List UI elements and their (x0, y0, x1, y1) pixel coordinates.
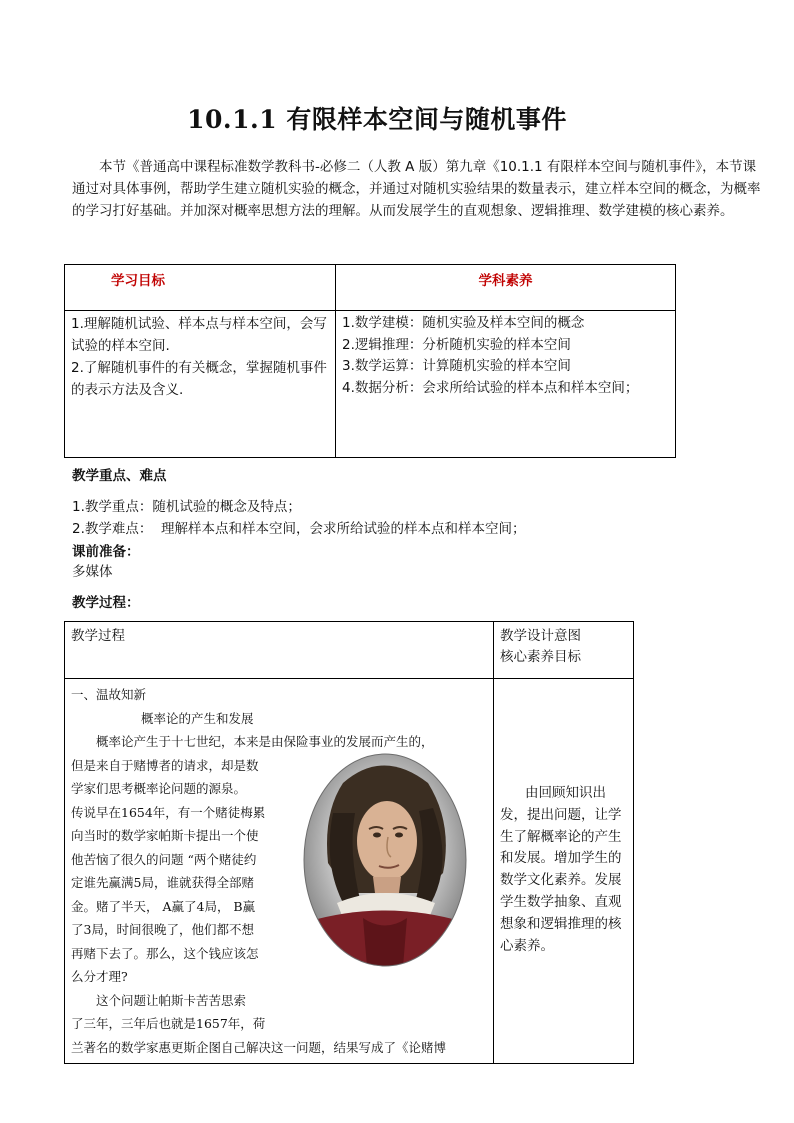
page-title: 10.1.1 有限样本空间与随机事件 (187, 105, 567, 134)
process-header-cell (65, 622, 494, 679)
process-body (65, 679, 494, 1064)
goals-header: 学习目标 (111, 273, 165, 289)
process-col-header: 教学过程 (71, 628, 125, 644)
intro-paragraph: 本节《普通高中课程标准数学教科书-必修二（人教 A 版）第九章《10.1.1 有限样本空间与随机事件》，本节课通过对具体事例，帮助学生建立随机实验的概念，并通过对随机实验结果的数量表示，建立样本空间的概念，为概率的学习打好基础。并加深对概率思想方法的理解。从而发展学生的直观想象、逻辑推理、数学建模的核心素养。 (72, 159, 761, 219)
key-point-2: 2.教学难点： 理解样本点和样本空间，会求所给试验的样本点和样本空间； (72, 521, 526, 537)
story-line-4: 传说早在1654年，有一个赌徒梅累 (71, 804, 266, 820)
preparation-heading: 课前准备： (72, 544, 140, 560)
process-table (64, 621, 634, 1064)
story-line-11: 么分才理? (71, 969, 128, 984)
section-title: 一、温故知新 (71, 687, 147, 702)
story-line-12: 这个问题让帕斯卡苦苦思索 (96, 992, 247, 1008)
goals-body (65, 311, 336, 458)
purpose-header-2: 核心素养目标 (500, 649, 581, 665)
pascal-portrait (303, 753, 467, 967)
purpose-header-cell (494, 622, 634, 679)
story-line-8: 金。赌了半天， A赢了4局， B赢 (71, 898, 256, 914)
goal-item-1: 1.理解随机试验、样本点与样本空间，会写试验的样本空间. (71, 316, 327, 354)
story-line-6: 他苦恼了很久的问题 “两个赌徒约 (71, 851, 257, 867)
purpose-text: 由回顾知识出发，提出问题，让学生了解概率论的产生和发展。增加学生的数学文化素养。发展学生数学抽象、直观想象和逻辑推理的核心素养。 (500, 785, 622, 954)
key-points-heading: 教学重点、难点 (72, 468, 167, 484)
literacy-item-1: 1.数学建模：随机实验及样本空间的概念 (342, 315, 585, 331)
purpose-header-1: 教学设计意图 (500, 628, 581, 644)
goal-item-2: 2.了解随机事件的有关概念，掌握随机事件的表示方法及含义. (71, 360, 327, 398)
literacy-body (336, 311, 676, 458)
story-line-5: 向当时的数学家帕斯卡提出一个使 (71, 828, 259, 843)
preparation-value: 多媒体 (72, 564, 113, 580)
literacy-item-2: 2.逻辑推理：分析随机实验的样本空间 (342, 336, 571, 353)
literacy-header-cell (336, 265, 676, 311)
story-line-10: 再赌下去了。那么，这个钱应该怎 (71, 945, 259, 961)
story-line-9: 了3局，时间很晚了，他们都不想 (71, 922, 254, 937)
section-subtitle: 概率论的产生和发展 (141, 710, 254, 726)
story-line-3: 学家们思考概率论问题的源泉。 (71, 781, 247, 796)
literacy-item-3: 3.数学运算：计算随机实验的样本空间 (342, 358, 571, 374)
pascal-portrait-image (303, 753, 467, 967)
literacy-item-4: 4.数据分析：会求所给试验的样本点和样本空间； (342, 379, 639, 396)
purpose-body (494, 679, 634, 1064)
goals-header-cell (65, 265, 336, 311)
key-point-1: 1.教学重点：随机试验的概念及特点； (72, 499, 301, 515)
story-line-1: 概率论产生于十七世纪，本来是由保险事业的发展而产生的， (96, 734, 434, 749)
story-line-13: 了三年，三年后也就是1657年，荷 (71, 1016, 266, 1031)
goals-table (64, 264, 676, 458)
story-line-7: 定谁先赢满5局，谁就获得全部赌 (71, 875, 254, 890)
story-line-14: 兰著名的数学家惠更斯企图自己解决这一问题，结果写成了《论赌博 (71, 1039, 447, 1055)
process-heading: 教学过程： (72, 595, 140, 611)
story-line-2: 但是来自于赌博者的请求，却是数 (71, 757, 259, 773)
literacy-header: 学科素养 (478, 273, 533, 289)
